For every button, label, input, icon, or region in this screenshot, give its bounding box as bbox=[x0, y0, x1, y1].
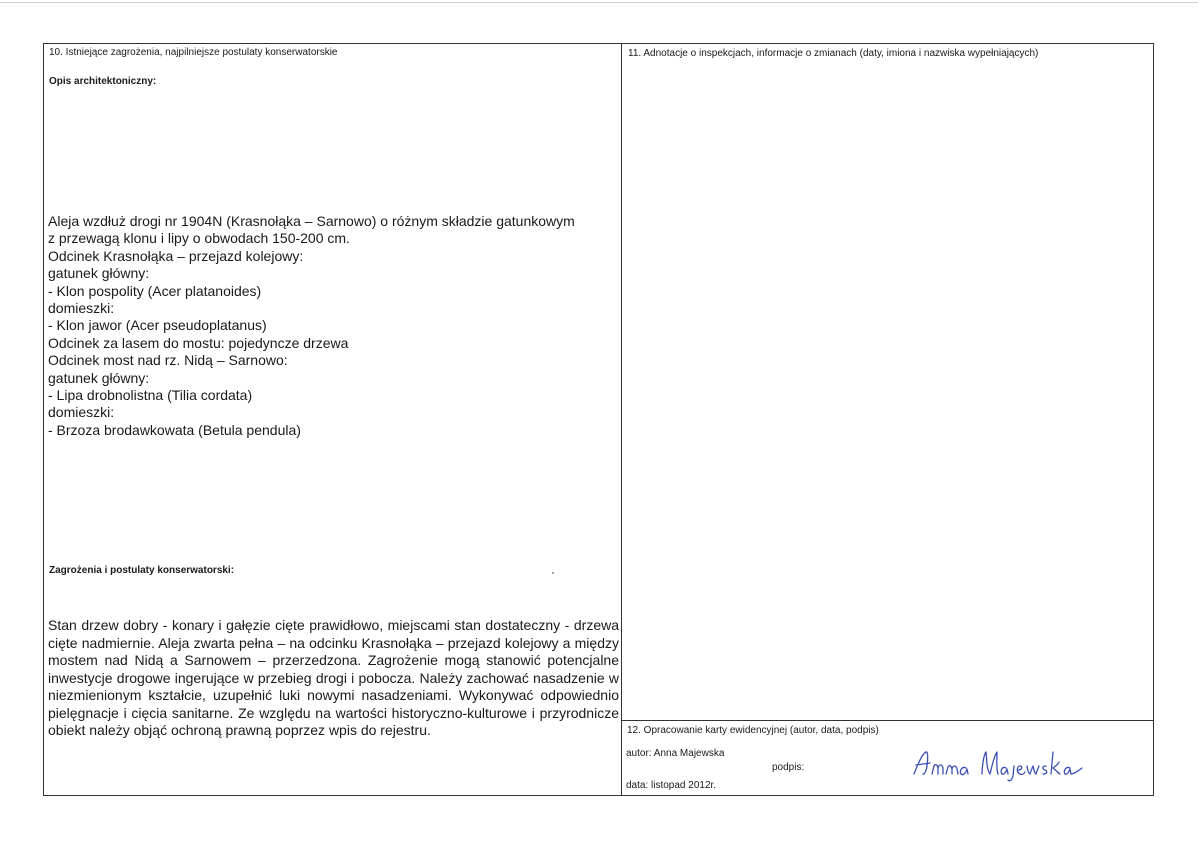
opis-line: - Klon jawor (Acer pseudoplatanus) bbox=[48, 317, 267, 334]
handwritten-signature bbox=[910, 744, 1090, 784]
zagrozenia-text: Stan drzew dobry - konary i gałęzie cięte prawidłowo, miejscami stan dostateczny - drzewa cięte nadmiernie. Aleja zwarta pełna – na odcinku Krasnołąka – przejazd kolejowy a między mostem nad Nidą a Sarnowem – przerzedzona. Zagrożenie mogą stanowić potencjalne inwestycje drogowe ingerujące w przebieg drogi i pobocza. Należy zachować nasadzenie w niezmienionym kształcie, uzupełnić luki nowymi nasadzeniami. Wykonywać odpowiednio pielęgnacje i cięcia sanitarne. Ze względu na wartości historyczno-kulturowe i przyrodnicze obiekt należy objąć ochroną prawną poprzez wpis do rejestru. bbox=[48, 617, 619, 738]
opis-line: Odcinek za lasem do mostu: pojedyncze drzewa bbox=[48, 334, 349, 351]
opis-architektoniczny-text bbox=[48, 213, 620, 439]
opis-line: domieszki: bbox=[48, 404, 115, 421]
opis-line: gatunek główny: bbox=[48, 265, 150, 282]
section-12-header: 12. Opracowanie karty ewidencyjnej (autor, data, podpis) bbox=[627, 725, 879, 736]
section-10-header: 10. Istniejące zagrożenia, najpilniejsze postulaty konserwatorskie bbox=[49, 47, 338, 58]
opis-line: Aleja wzdłuż drogi nr 1904N (Krasnołąka – Sarnowo) o różnym składzie gatunkowym bbox=[48, 213, 575, 229]
section-11-header: 11. Adnotacje o inspekcjach, informacje o zmianach (daty, imiona i nazwiska wypełniających) bbox=[628, 48, 1039, 59]
zagrozenia-title: Zagrożenia i postulaty konserwatorski: bbox=[49, 565, 235, 576]
scan-speck bbox=[552, 572, 554, 574]
opis-architektoniczny-title: Opis architektoniczny: bbox=[49, 76, 157, 87]
autor-field: autor: Anna Majewska bbox=[626, 748, 725, 759]
opis-line: Odcinek most nad rz. Nidą – Sarnowo: bbox=[48, 352, 288, 369]
opis-line: gatunek główny: bbox=[48, 369, 150, 386]
data-field: data: listopad 2012r. bbox=[626, 780, 717, 791]
column-divider bbox=[621, 44, 622, 795]
form-frame bbox=[43, 43, 1154, 796]
opis-line: - Klon pospolity (Acer platanoides) bbox=[48, 282, 262, 299]
opis-line: domieszki: bbox=[48, 300, 115, 317]
section-12-divider bbox=[621, 720, 1154, 721]
podpis-label: podpis: bbox=[772, 762, 805, 773]
opis-line: - Lipa drobnolistna (Tilia cordata) bbox=[48, 387, 253, 404]
opis-line: Odcinek Krasnołąka – przejazd kolejowy: bbox=[48, 247, 304, 264]
opis-line: - Brzoza brodawkowata (Betula pendula) bbox=[48, 421, 301, 438]
page-top-edge bbox=[0, 2, 1198, 3]
opis-line: z przewagą klonu i lipy o obwodach 150-200 cm. bbox=[48, 230, 350, 247]
